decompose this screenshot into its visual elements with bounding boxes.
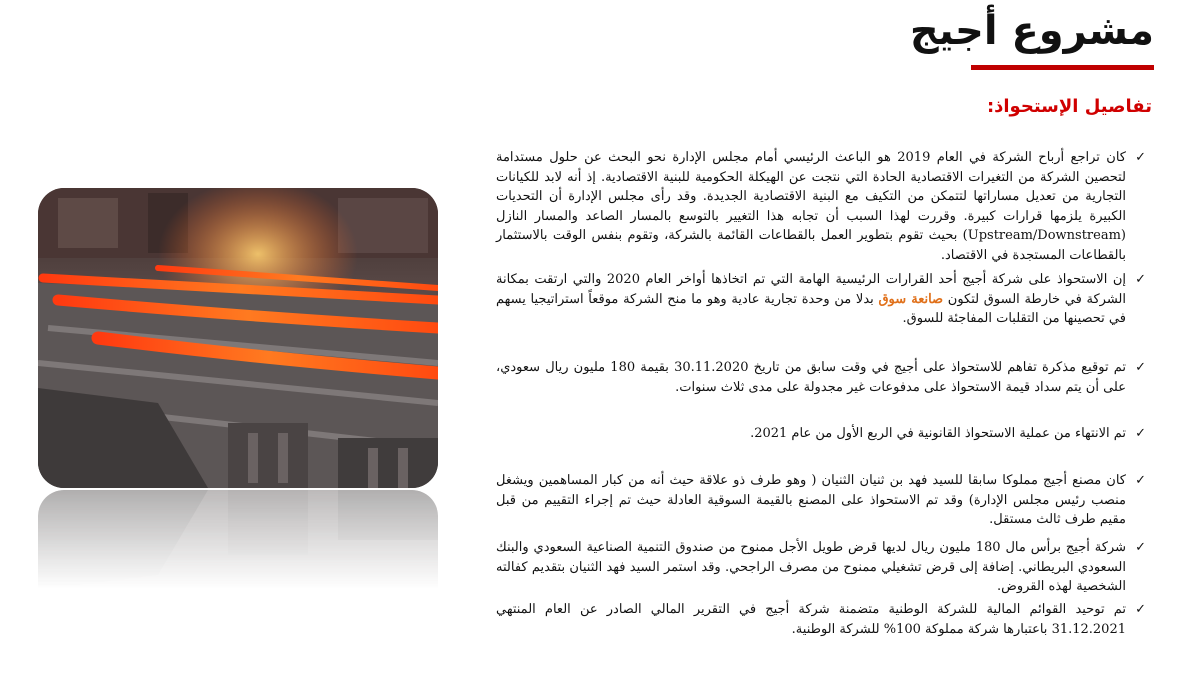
bullet-item (496, 471, 1146, 530)
bullet-text: كان تراجع أرباح الشركة في العام 2019 هو الباعث الرئيسي أمام مجلس الإدارة نحو البحث عن حلول مستدامة لتحصين الشركة من التغيرات الاقتصادية الحادة التي نتجت عن الهيكلة الحكومية للبنية الاقتصادية. إذ أنه لابد للكيانات التجارية من تعديل مساراتها لتتمكن من التكيف مع البنية الاقتصادية الجديدة. وقد رأى مجلس الإدارة أن التحديات الكبيرة يلزمها قرارات كبيرة. وقررت لهذا السبب أن تجابه هذا التغيير بالتوسع بالمسار الصاعد والمسار النازل (Upstream/Downstream) بحيث تقوم بتطوير العمل بالقطاعات القائمة بالشركة، وتقوم بنفس الوقت بالاستثمار بالقطاعات المستجدة في الاقتصاد. (496, 150, 1126, 263)
bullet-text: إن الاستحواذ على شركة أجيج أحد القرارات الرئيسية الهامة التي تم اتخاذها أواخر العام 2020 والتي ارتقت بمكانة الشركة في خارطة السوق لتكون (496, 272, 1126, 307)
bullet-text: تم توحيد القوائم المالية للشركة الوطنية متضمنة شركة أجيج في التقرير المالي الصادر عن العام المنتهي 31.12.2021 باعتبارها شركة مملوكة 100% للشركة الوطنية. (496, 602, 1126, 637)
bullet-item (496, 270, 1146, 329)
check-icon: ✓ (1135, 360, 1146, 375)
bullet-item (496, 538, 1146, 597)
check-icon: ✓ (1135, 150, 1146, 165)
section-heading: تفاصيل الإستحواذ: (986, 96, 1152, 117)
check-icon: ✓ (1135, 540, 1146, 555)
bullet-item (496, 600, 1146, 639)
bullet-text: تم الانتهاء من عملية الاستحواذ القانونية في الربع الأول من عام 2021. (750, 426, 1126, 441)
bullet-item (496, 424, 1146, 444)
check-icon: ✓ (1135, 272, 1146, 287)
bullet-item (496, 148, 1146, 265)
bullet-text: كان مصنع أجيج مملوكا سابقا للسيد فهد بن ثنيان الثنيان ( وهو طرف ذو علاقة حيث أنه من كبار المساهمين ويشغل منصب رئيس مجلس الإدارة) وقد تم الاستحواذ على المصنع بالقيمة السوقية العادلة حيث تم إجراء التقييم من قبل مقيم طرف ثالث مستقل. (496, 473, 1126, 527)
photo-reflection (38, 490, 438, 670)
check-icon: ✓ (1135, 426, 1146, 441)
check-icon: ✓ (1135, 473, 1146, 488)
title-underline (971, 65, 1154, 70)
page-title: مشروع أجيج (909, 8, 1154, 54)
bullet-text: تم توقيع مذكرة تفاهم للاستحواذ على أجيج في وقت سابق من تاريخ 30.11.2020 بقيمة 180 مليون ريال سعودي، على أن يتم سداد قيمة الاستحواذ على مدفوعات غير مجدولة على مدى ثلاث سنوات. (496, 360, 1126, 395)
bullet-text: بدلا من وحدة تجارية عادية وهو ما منح الشركة موقعاً استراتيجيا يسهم في تحصينها من التقلبات المفاجئة للسوق. (496, 291, 1126, 326)
check-icon: ✓ (1135, 602, 1146, 617)
bullet-text: شركة أجيج برأس مال 180 مليون ريال لديها قرض طويل الأجل ممنوح من صندوق التنمية الصناعية السعودي والبنك السعودي البريطاني. إضافة إلى قرض تشغيلي ممنوح من مصرف الراجحي. وقد استمر السيد فهد الثنيان بتقديم كفالته الشخصية لهذه القروض. (496, 540, 1126, 594)
bullet-item (496, 358, 1146, 397)
steel-mill-photo (38, 188, 438, 488)
bullet-highlight: صانعة سوق (878, 291, 944, 307)
